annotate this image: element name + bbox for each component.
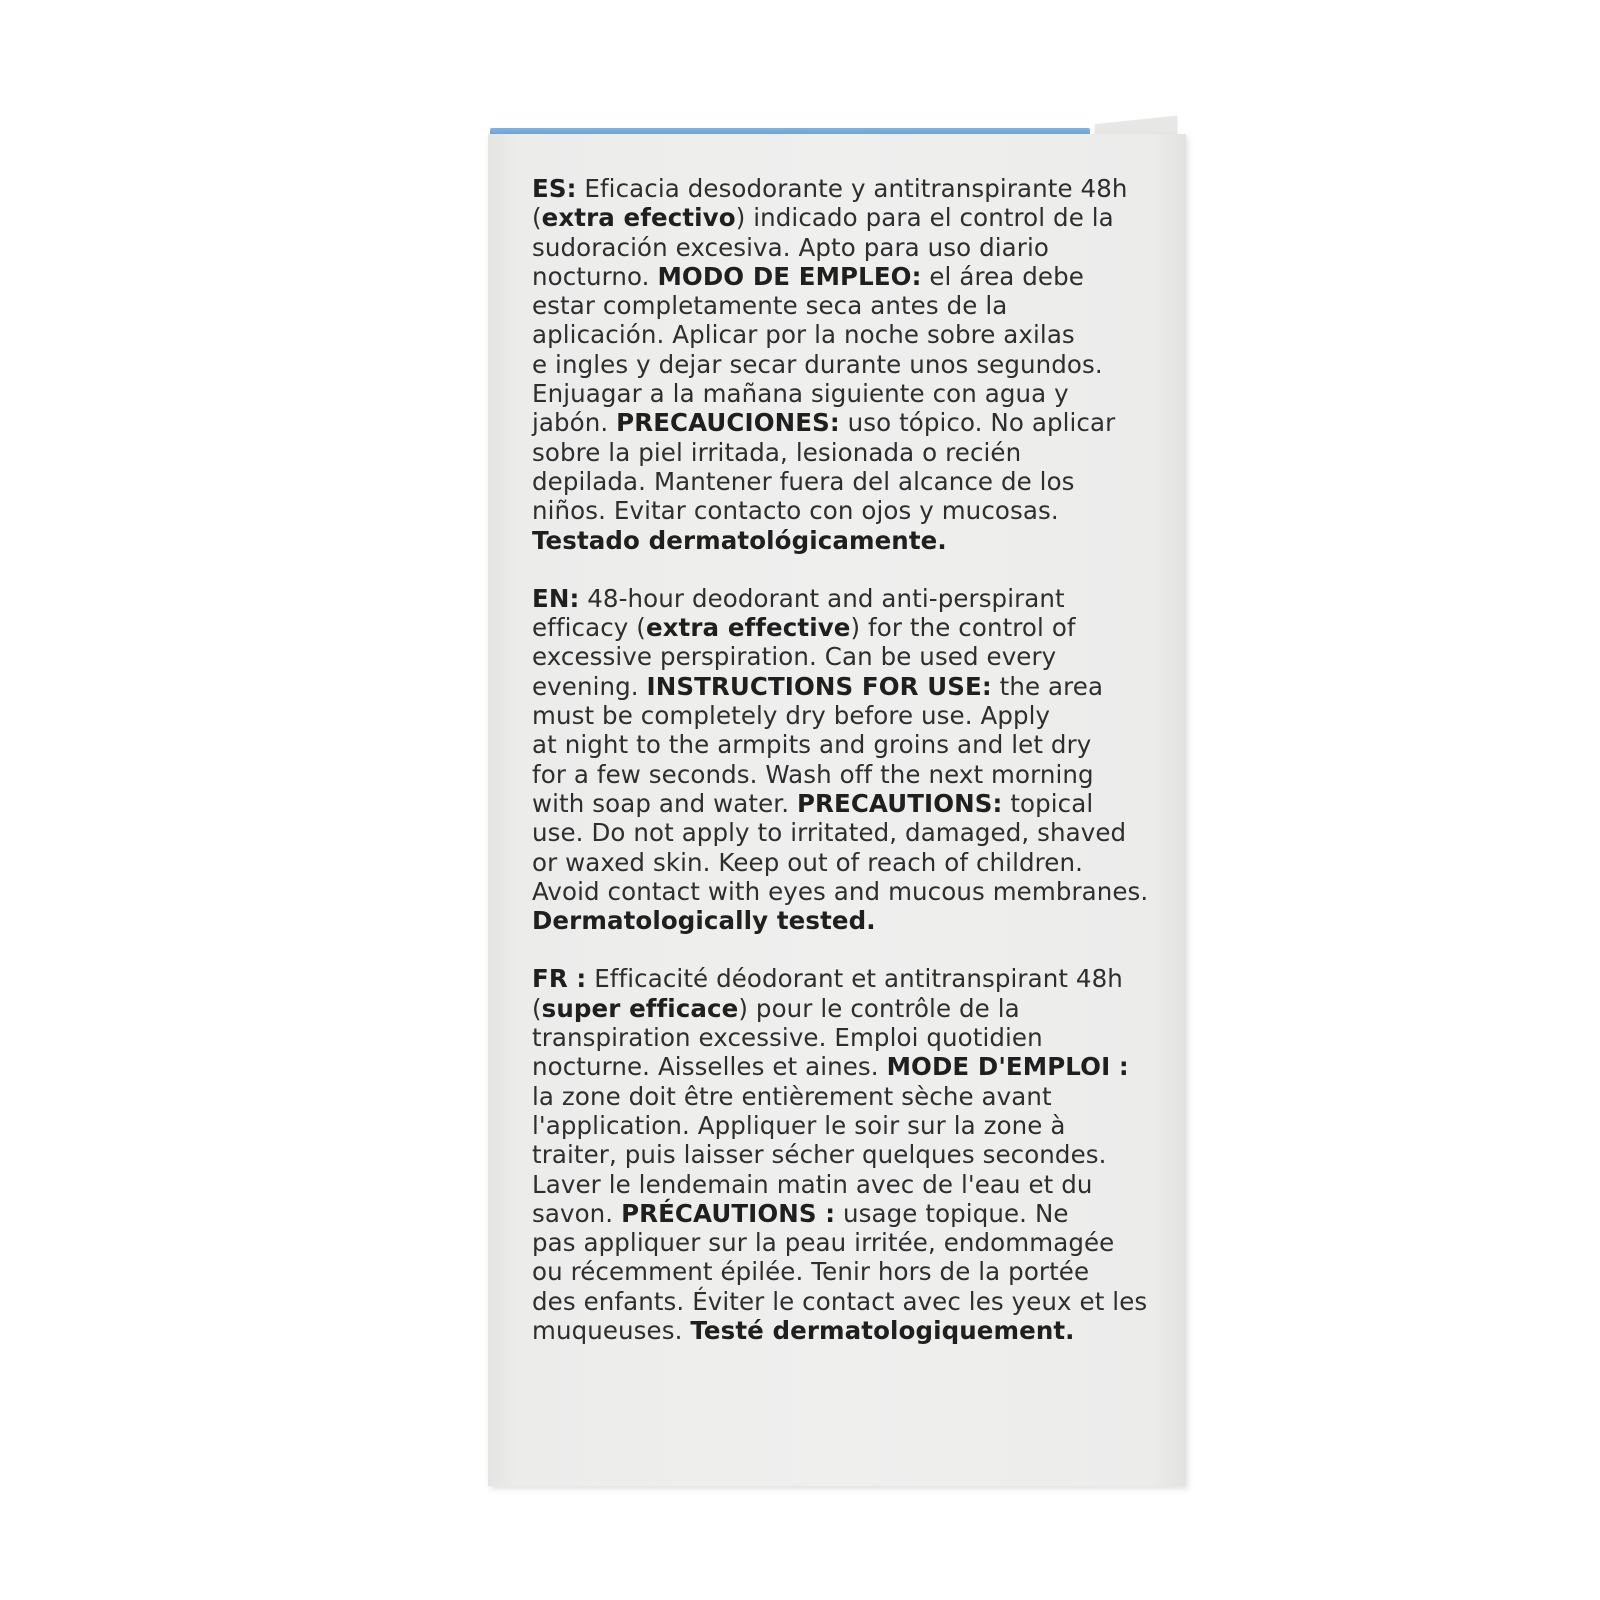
es-line-9: jabón. PRECAUCIONES: uso tópico. No aplicar xyxy=(532,408,1116,438)
package-text-panel xyxy=(532,174,1172,1374)
en-line-6: at night to the armpits and groins and let dry xyxy=(532,730,1092,760)
fr-line-6: l'application. Appliquer le soir sur la zone à xyxy=(532,1110,1066,1140)
en-line-2: efficacy (extra effective) for the control of xyxy=(532,613,1076,643)
es-line-7: e ingles y dejar secar durante unos segundos. xyxy=(532,349,1103,379)
french-section xyxy=(532,964,1172,1345)
fr-line-11: ou récemment épilée. Tenir hors de la portée xyxy=(532,1257,1090,1287)
en-line-12: Dermatologically tested. xyxy=(532,906,876,936)
es-line-8: Enjuagar a la mañana siguiente con agua y xyxy=(532,379,1069,409)
es-line-2: (extra efectivo) indicado para el control de la xyxy=(532,203,1114,233)
en-line-1: EN: 48-hour deodorant and anti-perspirant xyxy=(532,583,1065,613)
es-line-13: Testado dermatológicamente. xyxy=(532,525,947,555)
es-line-4: nocturno. MODO DE EMPLEO: el área debe xyxy=(532,261,1084,291)
en-line-5: must be completely dry before use. Apply xyxy=(532,701,1051,731)
es-line-3: sudoración excesiva. Apto para uso diario xyxy=(532,232,1049,262)
en-line-10: or waxed skin. Keep out of reach of children. xyxy=(532,847,1083,877)
es-line-5: estar completamente seca antes de la xyxy=(532,291,1008,321)
fr-line-2: (super efficace) pour le contrôle de la xyxy=(532,993,1020,1023)
en-line-11: Avoid contact with eyes and mucous membranes. xyxy=(532,876,1149,906)
es-line-1: ES: Eficacia desodorante y antitranspirante 48h xyxy=(532,174,1128,203)
en-line-7: for a few seconds. Wash off the next morning xyxy=(532,759,1094,789)
fr-line-3: transpiration excessive. Emploi quotidien xyxy=(532,1023,1043,1053)
es-line-11: depilada. Mantener fuera del alcance de los xyxy=(532,466,1075,496)
es-line-10: sobre la piel irritada, lesionada o recién xyxy=(532,437,1022,467)
es-line-6: aplicación. Aplicar por la noche sobre axilas xyxy=(532,320,1075,350)
fr-line-1: FR : Efficacité déodorant et antitranspirant 48h xyxy=(532,964,1123,994)
fr-line-12: des enfants. Éviter le contact avec les yeux et les xyxy=(532,1286,1148,1316)
fr-line-4: nocturne. Aisselles et aines. MODE D'EMPLOI : xyxy=(532,1052,1129,1082)
english-section xyxy=(532,584,1172,936)
en-line-4: evening. INSTRUCTIONS FOR USE: the area xyxy=(532,671,1104,701)
fr-line-9: savon. PRÉCAUTIONS : usage topique. Ne xyxy=(532,1198,1069,1228)
spanish-section xyxy=(532,174,1172,555)
fr-line-7: traiter, puis laisser sécher quelques secondes. xyxy=(532,1140,1107,1170)
fr-line-5: la zone doit être entièrement sèche avant xyxy=(532,1081,1052,1111)
fr-line-13: muqueuses. Testé dermatologiquement. xyxy=(532,1315,1075,1345)
en-line-9: use. Do not apply to irritated, damaged, shaved xyxy=(532,818,1127,848)
en-line-8: with soap and water. PRECAUTIONS: topical xyxy=(532,788,1094,818)
fr-line-8: Laver le lendemain matin avec de l'eau et du xyxy=(532,1169,1093,1199)
fr-line-10: pas appliquer sur la peau irritée, endommagée xyxy=(532,1228,1115,1258)
en-line-3: excessive perspiration. Can be used every xyxy=(532,642,1057,672)
es-line-12: niños. Evitar contacto con ojos y mucosas. xyxy=(532,496,1059,526)
